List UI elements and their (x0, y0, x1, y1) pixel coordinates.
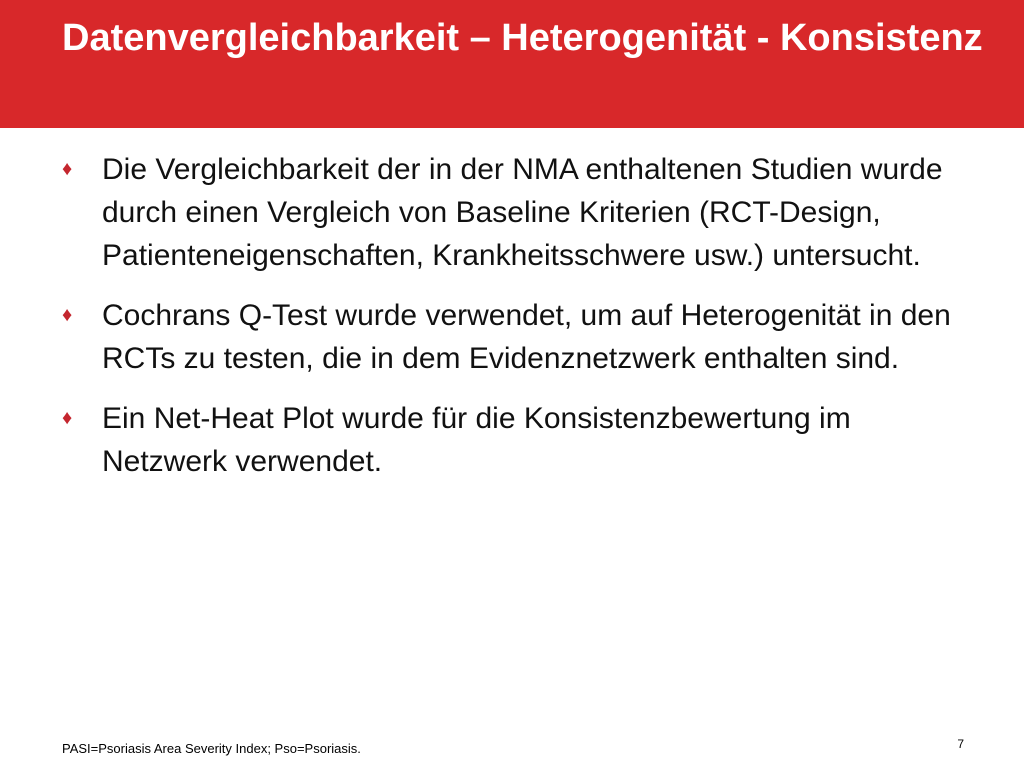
bullet-text: Die Vergleichbarkeit der in der NMA enthaltenen Studien wurde durch einen Vergleich von Baseline Kriterien (RCT-Design, Patienteneigenschaften, Krankheitsschwere usw.) untersucht. (102, 153, 943, 272)
slide-title: Datenvergleichbarkeit – Heterogenität - Konsistenz (62, 17, 983, 59)
list-item (62, 148, 962, 277)
diamond-bullet-icon: ♦ (62, 407, 73, 429)
bullet-text: Ein Net-Heat Plot wurde für die Konsistenzbewertung im Netzwerk verwendet. (102, 402, 851, 478)
diamond-bullet-icon: ♦ (62, 158, 73, 180)
page-number: 7 (957, 737, 964, 751)
footnote: PASI=Psoriasis Area Severity Index; Pso=Psoriasis. (62, 741, 361, 756)
bullet-text: Cochrans Q-Test wurde verwendet, um auf Heterogenität in den RCTs zu testen, die in dem Evidenznetzwerk enthalten sind. (102, 299, 951, 375)
list-item (62, 397, 962, 483)
title-bar (0, 0, 1024, 128)
list-item (62, 294, 962, 380)
bullet-list (62, 148, 962, 500)
diamond-bullet-icon: ♦ (62, 304, 73, 326)
